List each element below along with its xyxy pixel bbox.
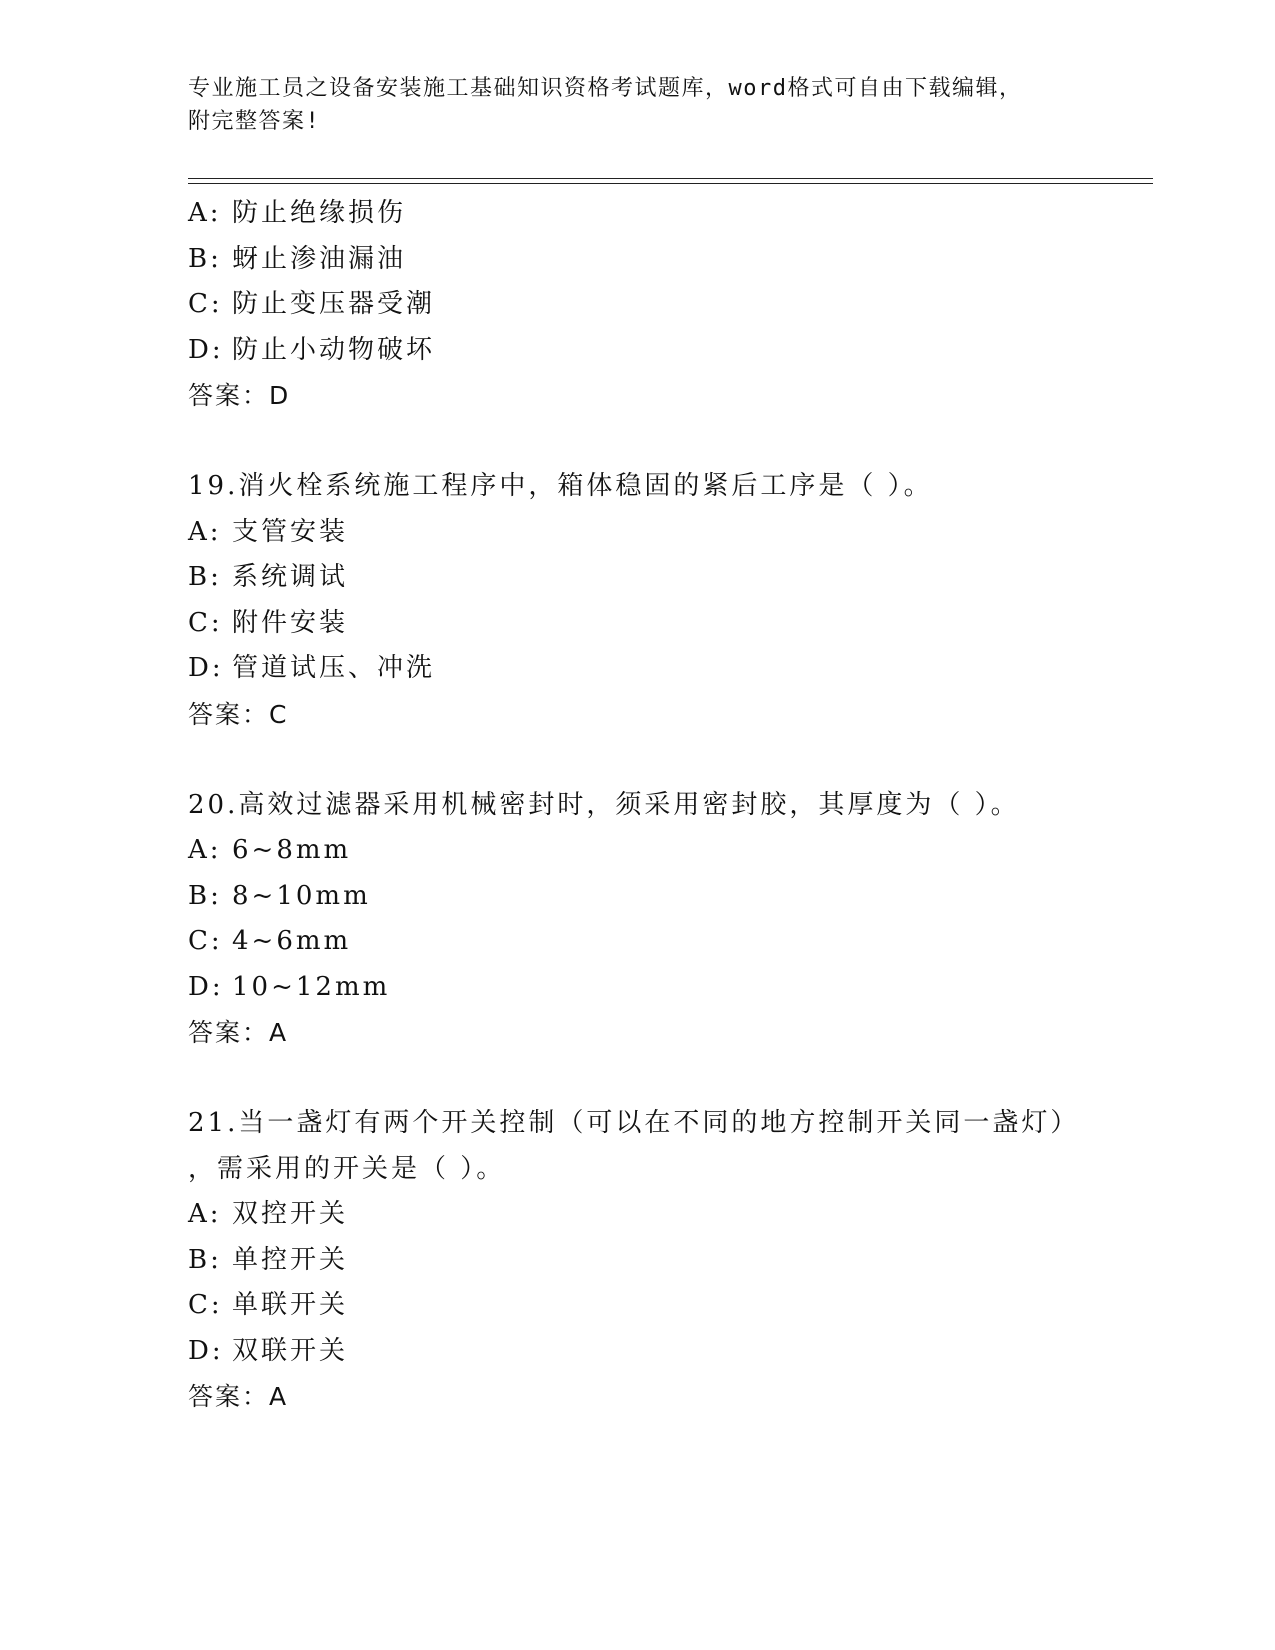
option-b: B: 单控开关 bbox=[188, 1244, 349, 1275]
option-b: B: 蚜止渗油漏油 bbox=[188, 243, 407, 274]
option-a: A: 防止绝缘损伤 bbox=[188, 198, 407, 228]
answer-line: 答案：C bbox=[188, 699, 289, 729]
question-stem: 20.高效过滤器采用机械密封时，须采用密封胶，其厚度为（ ）。 bbox=[188, 789, 1020, 820]
option-a: A: 双控开关 bbox=[188, 1199, 349, 1229]
option-c: C: 防止变压器受潮 bbox=[188, 289, 436, 319]
option-d: D: 10~12mm bbox=[188, 971, 391, 1002]
question-block-20 bbox=[188, 783, 1148, 1056]
header-line-1: 专业施工员之设备安装施工基础知识资格考试题库，word格式可自由下载编辑， bbox=[188, 76, 1023, 101]
option-c: C: 附件安装 bbox=[188, 607, 349, 638]
question-block-19 bbox=[188, 464, 1148, 737]
option-d: D: 防止小动物破坏 bbox=[188, 334, 436, 365]
question-list bbox=[188, 191, 1148, 1420]
header-divider-top bbox=[188, 178, 1153, 179]
option-a: A: 支管安装 bbox=[188, 516, 349, 547]
answer-line: 答案：A bbox=[188, 1018, 289, 1047]
question-stem: 19.消火栓系统施工程序中，箱体稳固的紧后工序是（ ）。 bbox=[188, 471, 933, 501]
question-stem-line-2: ，需采用的开关是（ ）。 bbox=[188, 1153, 506, 1184]
answer-line: 答案：A bbox=[188, 1382, 289, 1411]
header-line-2: 附完整答案! bbox=[188, 109, 321, 134]
question-block-21 bbox=[188, 1101, 1148, 1420]
option-d: D: 管道试压、冲洗 bbox=[188, 653, 436, 683]
option-b: B: 8~10mm bbox=[188, 880, 371, 911]
option-c: C: 4~6mm bbox=[188, 926, 352, 956]
option-c: C: 单联开关 bbox=[188, 1290, 349, 1320]
option-b: B: 系统调试 bbox=[188, 562, 349, 592]
header-divider-bottom bbox=[188, 183, 1153, 184]
document-header bbox=[188, 72, 1068, 138]
option-a: A: 6~8mm bbox=[188, 835, 352, 865]
question-stem-line-1: 21.当一盏灯有两个开关控制（可以在不同的地方控制开关同一盏灯） bbox=[188, 1108, 1080, 1138]
answer-line: 答案：D bbox=[188, 381, 291, 410]
option-d: D: 双联开关 bbox=[188, 1335, 349, 1366]
question-block-18 bbox=[188, 191, 1148, 419]
